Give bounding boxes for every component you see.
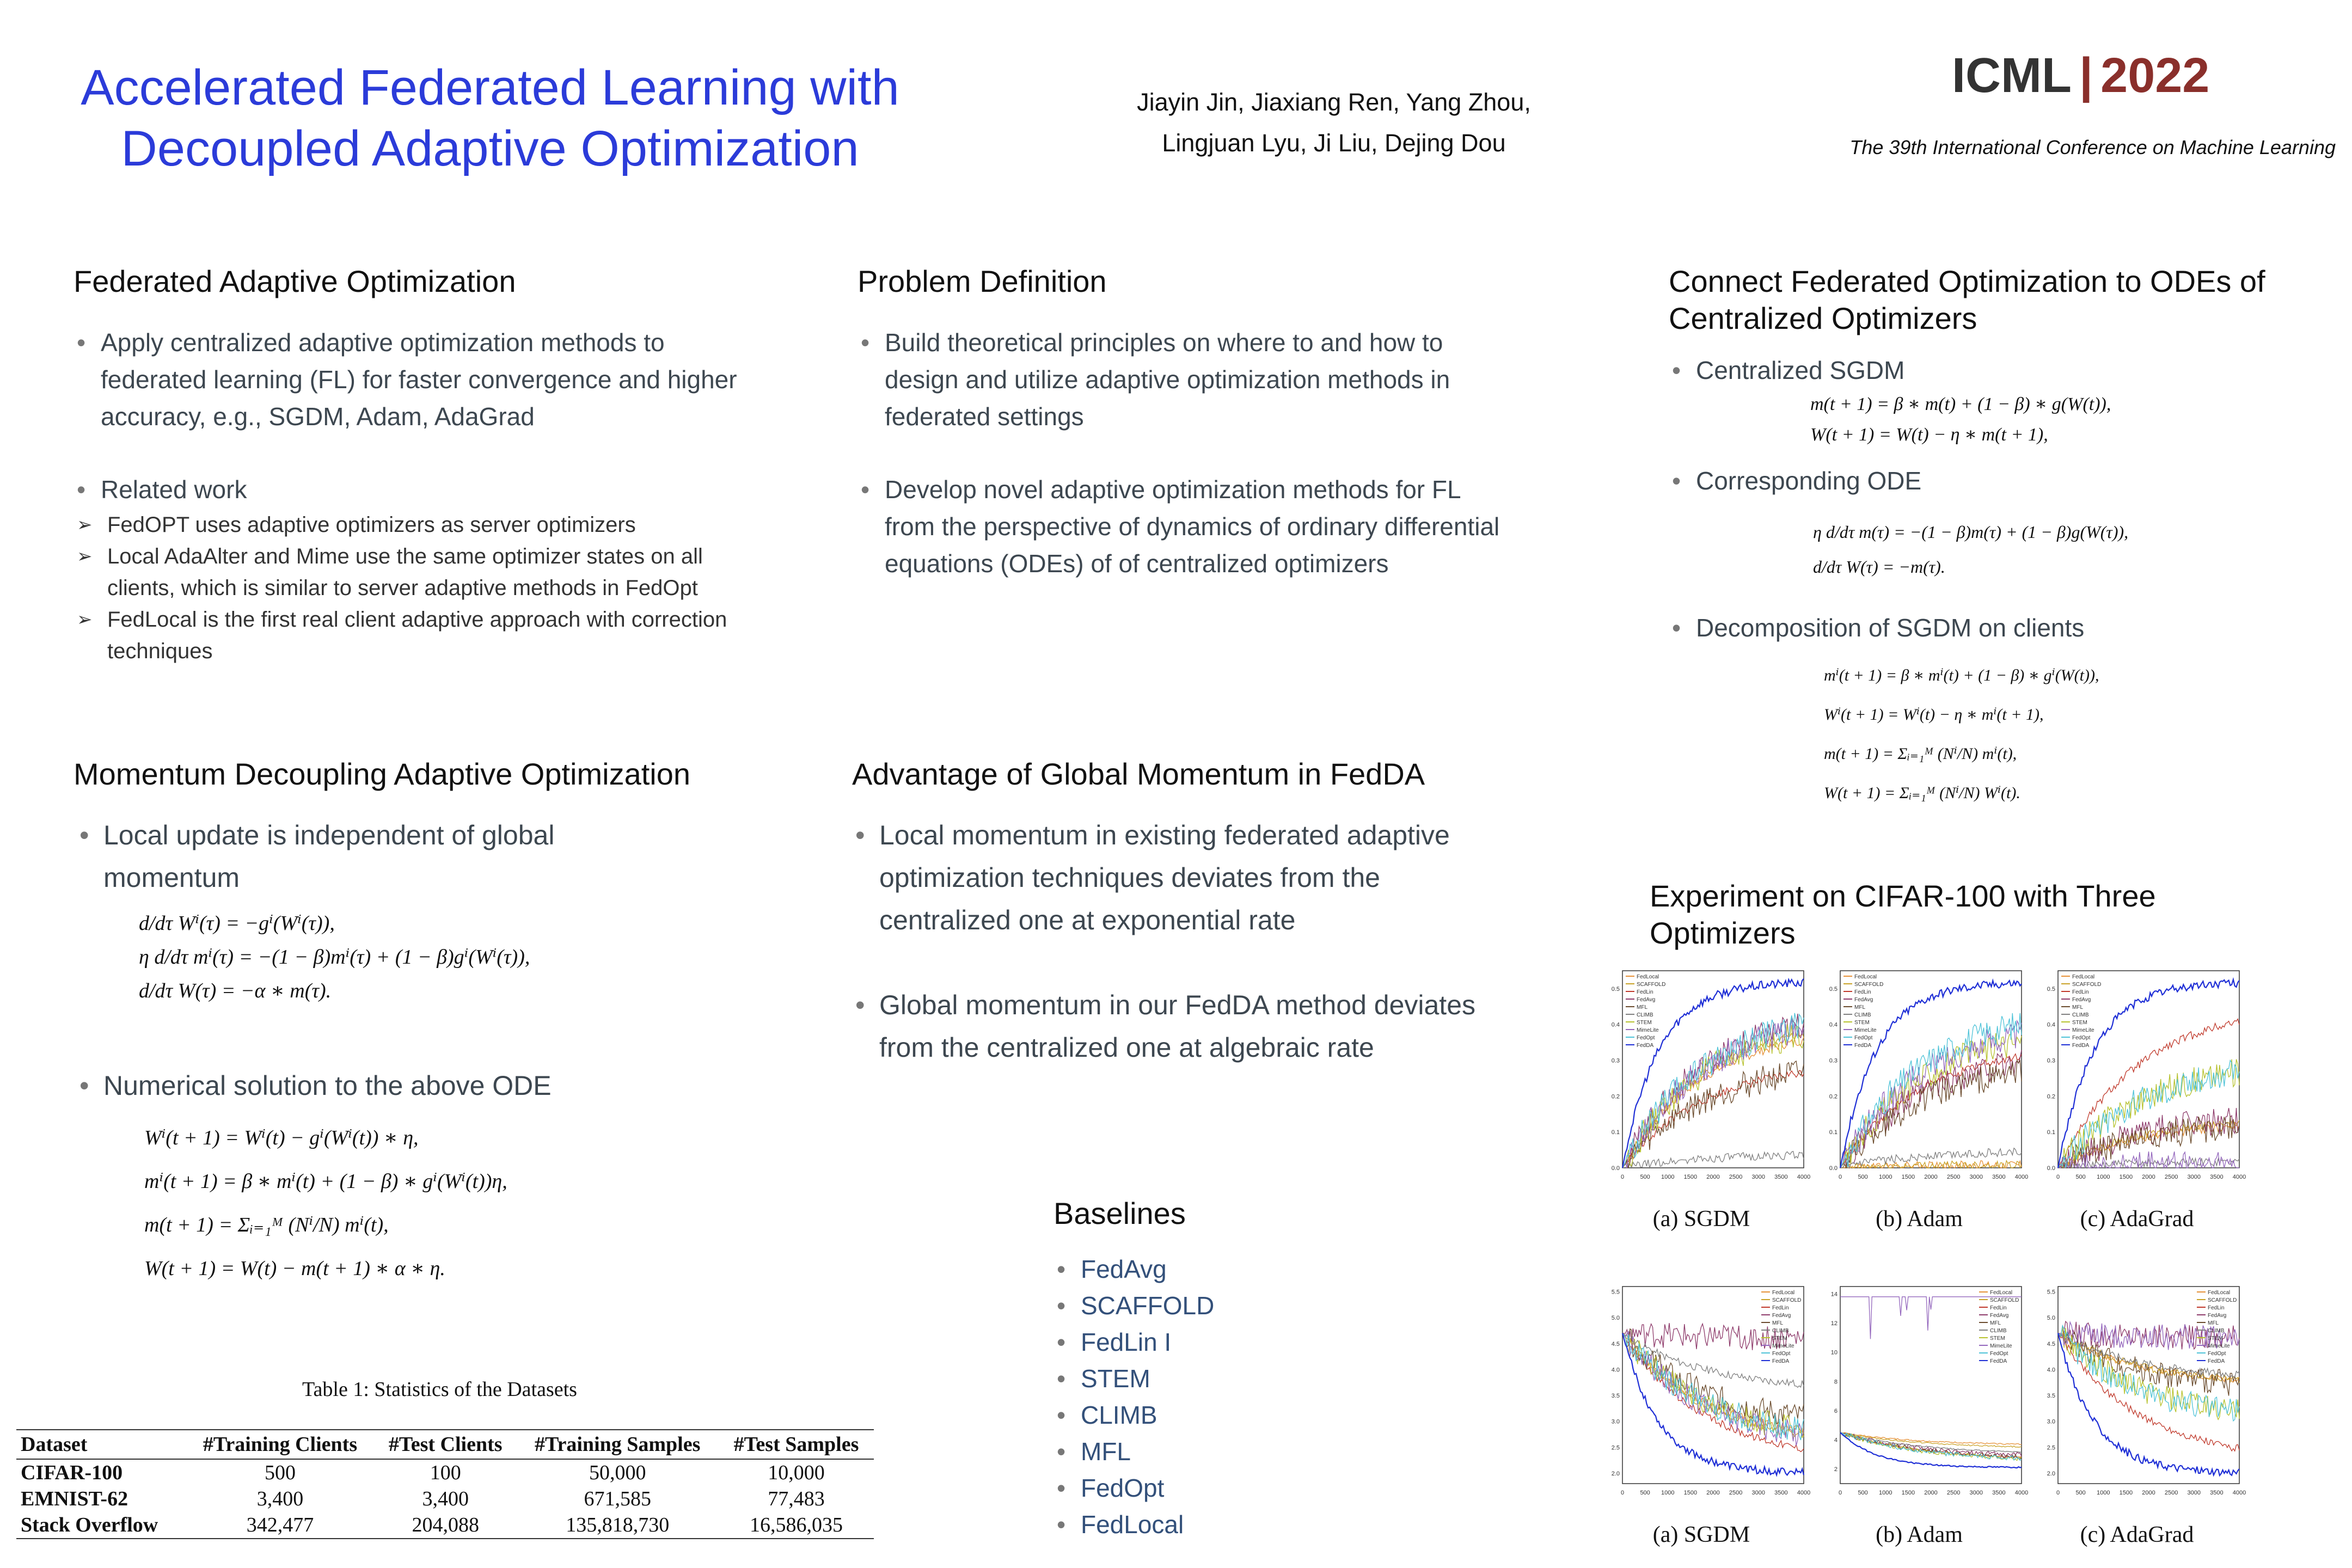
x-tick-label: 2500 xyxy=(2164,1490,2178,1496)
accuracy-chart-adam xyxy=(1816,966,2029,1181)
legend-label: CLIMB xyxy=(2208,1328,2225,1334)
x-tick-label: 500 xyxy=(1858,1174,1868,1180)
connect-bullet-3: • Decomposition of SGDM on clients xyxy=(1669,610,2268,646)
x-tick-label: 3000 xyxy=(1969,1174,1983,1180)
experiment-heading xyxy=(1650,878,2303,952)
x-tick-label: 3000 xyxy=(2187,1174,2201,1180)
connect-heading-line-2: Centralized Optimizers xyxy=(1669,301,1977,335)
experiment-heading-line-2: Optimizers xyxy=(1650,916,1796,950)
equation: mⁱ(t + 1) = β ∗ mⁱ(t) + (1 − β) ∗ gⁱ(Wⁱ(t))η, xyxy=(144,1170,507,1193)
connect-bullet-1: • Centralized SGDM xyxy=(1669,352,2268,388)
legend-label: CLIMB xyxy=(1854,1012,1871,1018)
x-tick-label: 0 xyxy=(2056,1490,2060,1496)
x-tick-label: 2000 xyxy=(2142,1174,2155,1180)
legend-label: MimeLite xyxy=(1772,1343,1794,1349)
x-tick-label: 0 xyxy=(1838,1174,1842,1180)
table-cell: 16,586,035 xyxy=(719,1512,874,1539)
problem-list xyxy=(857,324,1511,582)
equation: m(t + 1) = Σᵢ₌₁ᴹ (Nⁱ/N) mⁱ(t), xyxy=(1824,745,2017,763)
baseline-item: • FedOpt xyxy=(1054,1470,1326,1506)
x-tick-label: 2500 xyxy=(1946,1174,1961,1180)
legend-label: FedOpt xyxy=(1854,1035,1873,1041)
advantage-bullet-2: • Global momentum in our FedDA method deviates from the centralized one at algebraic rate xyxy=(852,984,1511,1069)
table-row xyxy=(16,1459,874,1486)
chart-caption: (a) SGDM xyxy=(1652,1522,1750,1547)
chart-caption: (c) AdaGrad xyxy=(2080,1522,2194,1547)
legend-label: STEM xyxy=(1854,1020,1870,1026)
legend-label: SCAFFOLD xyxy=(1854,982,1884,988)
connect-heading-line-1: Connect Federated Optimization to ODEs of xyxy=(1669,264,2265,298)
x-tick-label: 2000 xyxy=(1924,1490,1938,1496)
ode-equations xyxy=(1813,514,2128,584)
table-row xyxy=(16,1486,874,1512)
chart-svg xyxy=(2033,966,2246,1181)
x-tick-label: 3500 xyxy=(2210,1490,2224,1496)
legend-label: MFL xyxy=(1637,1004,1647,1010)
title-line-1: Accelerated Federated Learning with xyxy=(81,60,899,115)
chart-caption: (b) Adam xyxy=(1876,1522,1963,1547)
x-tick-label: 0 xyxy=(1838,1490,1842,1496)
legend-label: MimeLite xyxy=(1990,1343,2012,1349)
x-tick-label: 2000 xyxy=(2142,1490,2155,1496)
y-tick-label: 0.0 xyxy=(1829,1165,1837,1172)
connect-list-2 xyxy=(1669,463,2268,499)
table-cell: 10,000 xyxy=(768,1461,825,1484)
y-tick-label: 5.0 xyxy=(2047,1315,2055,1322)
y-tick-label: 0.2 xyxy=(2047,1093,2055,1100)
y-tick-label: 0.1 xyxy=(1611,1129,1620,1136)
legend-label: MimeLite xyxy=(2208,1343,2230,1349)
col-header: Dataset xyxy=(16,1430,186,1459)
x-tick-label: 1000 xyxy=(1661,1490,1675,1496)
legend-label: SCAFFOLD xyxy=(2072,982,2102,988)
sgdm-equations xyxy=(1810,389,2111,450)
x-tick-label: 3500 xyxy=(1774,1490,1788,1496)
legend-label: FedLin xyxy=(1772,1305,1789,1311)
y-tick-label: 12 xyxy=(1830,1320,1837,1327)
legend-label: SCAFFOLD xyxy=(1637,982,1666,988)
y-tick-label: 2.0 xyxy=(1611,1470,1620,1477)
y-tick-label: 4 xyxy=(1834,1437,1837,1444)
legend-label: MimeLite xyxy=(1854,1027,1877,1033)
loss-chart-sgdm xyxy=(1598,1282,1811,1497)
table-header-row xyxy=(16,1430,874,1459)
problem-bullet-1: • Build theoretical principles on where to and how to design and utilize adaptive optimization methods in federated settings xyxy=(857,324,1511,435)
legend-label: FedAvg xyxy=(2072,997,2091,1003)
y-tick-label: 0.4 xyxy=(1611,1021,1620,1028)
table-cell: CIFAR-100 xyxy=(21,1461,123,1484)
legend-label: FedAvg xyxy=(1990,1313,2009,1319)
table-cell: Stack Overflow xyxy=(16,1512,186,1539)
x-tick-label: 4000 xyxy=(2232,1174,2246,1180)
x-tick-label: 3500 xyxy=(1992,1490,2006,1496)
x-tick-label: 3500 xyxy=(1774,1174,1788,1180)
legend-label: FedLin xyxy=(1990,1305,2007,1311)
legend-label: FedLocal xyxy=(2208,1290,2231,1296)
table-cell: 100 xyxy=(430,1461,461,1484)
y-tick-label: 3.0 xyxy=(2047,1418,2055,1425)
legend-label: MimeLite xyxy=(1637,1027,1659,1033)
x-tick-label: 0 xyxy=(2056,1174,2060,1180)
col-header: #Test Samples xyxy=(719,1430,874,1459)
table-cell: 50,000 xyxy=(589,1461,646,1484)
legend-label: FedLocal xyxy=(1772,1290,1795,1296)
legend-label: STEM xyxy=(1990,1336,2005,1342)
y-tick-label: 3.0 xyxy=(1611,1418,1620,1425)
x-tick-label: 2500 xyxy=(2164,1174,2178,1180)
legend-label: CLIMB xyxy=(1772,1328,1789,1334)
mdao-list-1 xyxy=(76,814,675,899)
connect-list-3 xyxy=(1669,610,2268,646)
equation: d/dτ W(τ) = −m(τ). xyxy=(1813,557,1945,577)
legend-label: MFL xyxy=(2208,1320,2219,1326)
related-work-list xyxy=(74,509,749,667)
y-tick-label: 2 xyxy=(1834,1466,1837,1473)
table-cell: 3,400 xyxy=(256,1487,304,1510)
legend-label: FedDA xyxy=(2208,1358,2225,1364)
legend-label: MimeLite xyxy=(2072,1027,2094,1033)
y-tick-label: 0.4 xyxy=(1829,1021,1837,1028)
x-tick-label: 0 xyxy=(1620,1490,1625,1496)
fao-heading: Federated Adaptive Optimization xyxy=(74,264,516,298)
legend-label: FedLocal xyxy=(1990,1290,2013,1296)
accuracy-chart-adagrad xyxy=(2033,966,2246,1181)
legend-label: CLIMB xyxy=(2072,1012,2089,1018)
advantage-bullet-1: • Local momentum in existing federated adaptive optimization techniques deviates from the centralized one at exponential rate xyxy=(852,814,1511,941)
table-caption: Table 1: Statistics of the Datasets xyxy=(302,1378,577,1401)
y-tick-label: 0.5 xyxy=(1611,985,1620,993)
x-tick-label: 1000 xyxy=(2097,1490,2110,1496)
x-tick-label: 1500 xyxy=(1901,1174,1915,1180)
title-line-2: Decoupled Adaptive Optimization xyxy=(121,121,859,176)
col-header: #Test Clients xyxy=(375,1430,516,1459)
equation: Wⁱ(t + 1) = Wⁱ(t) − η ∗ mⁱ(t + 1), xyxy=(1824,706,2044,724)
baselines-heading: Baselines xyxy=(1054,1196,1186,1230)
legend-label: FedOpt xyxy=(1637,1035,1655,1041)
x-tick-label: 3500 xyxy=(1992,1174,2006,1180)
y-tick-label: 4.0 xyxy=(1611,1367,1620,1374)
equation: mⁱ(t + 1) = β ∗ mⁱ(t) + (1 − β) ∗ gⁱ(W(t)), xyxy=(1824,666,2099,684)
x-tick-label: 3000 xyxy=(1969,1490,1983,1496)
legend-label: MFL xyxy=(1854,1004,1865,1010)
x-tick-label: 1500 xyxy=(2119,1174,2133,1180)
legend-label: FedLin xyxy=(2208,1305,2225,1311)
baseline-item: • FedLin I xyxy=(1054,1324,1326,1361)
table-cell: 671,585 xyxy=(584,1487,651,1510)
chart-svg xyxy=(1816,1282,2029,1497)
table-cell: 500 xyxy=(264,1461,296,1484)
legend-label: MFL xyxy=(1772,1320,1783,1326)
equation: W(t + 1) = W(t) − η ∗ m(t + 1), xyxy=(1810,425,2048,445)
x-tick-label: 2500 xyxy=(1946,1490,1961,1496)
legend-label: FedLocal xyxy=(1854,974,1877,980)
x-tick-label: 3000 xyxy=(1751,1174,1765,1180)
connect-list-1 xyxy=(1669,352,2268,388)
x-tick-label: 4000 xyxy=(1797,1490,1811,1496)
equation: W(t + 1) = W(t) − m(t + 1) ∗ α ∗ η. xyxy=(144,1257,445,1280)
y-tick-label: 0.1 xyxy=(2047,1129,2055,1136)
x-tick-label: 3000 xyxy=(1751,1490,1765,1496)
x-tick-label: 2500 xyxy=(1729,1490,1743,1496)
legend-label: MFL xyxy=(1990,1320,2001,1326)
related-work-item: ➢ FedOPT uses adaptive optimizers as server optimizers xyxy=(74,509,749,541)
y-tick-label: 2.5 xyxy=(1611,1444,1620,1451)
legend-label: STEM xyxy=(2072,1020,2087,1026)
y-tick-label: 6 xyxy=(1834,1407,1837,1414)
legend-label: FedAvg xyxy=(1637,997,1656,1003)
y-tick-label: 0.5 xyxy=(1829,985,1837,993)
legend-label: FedOpt xyxy=(1772,1351,1791,1357)
y-tick-label: 14 xyxy=(1830,1291,1837,1298)
y-tick-label: 0.0 xyxy=(1611,1165,1620,1172)
legend-label: FedOpt xyxy=(1990,1351,2008,1357)
y-tick-label: 0.2 xyxy=(1829,1093,1837,1100)
y-tick-label: 8 xyxy=(1834,1379,1837,1386)
equation: η d/dτ m(τ) = −(1 − β)m(τ) + (1 − β)g(W(τ)), xyxy=(1813,522,2129,542)
icml-logo xyxy=(1952,48,2209,104)
accuracy-chart-sgdm xyxy=(1598,966,1811,1181)
related-work-item: ➢ Local AdaAlter and Mime use the same optimizer states on all clients, which is similar to server adaptive methods in FedOpt xyxy=(74,541,749,604)
baseline-item: • SCAFFOLD xyxy=(1054,1288,1326,1324)
conference-name: The 39th International Conference on Machine Learning xyxy=(1849,136,2336,158)
legend-label: CLIMB xyxy=(1637,1012,1653,1018)
legend-label: SCAFFOLD xyxy=(2208,1297,2237,1303)
equation: d/dτ W(τ) = −α ∗ m(τ). xyxy=(139,979,332,1002)
x-tick-label: 2500 xyxy=(1729,1174,1743,1180)
legend-label: FedOpt xyxy=(2072,1035,2091,1041)
author-list xyxy=(1089,82,1579,163)
x-tick-label: 1500 xyxy=(2119,1490,2133,1496)
legend-label: FedDA xyxy=(1772,1358,1790,1364)
chart-caption: (c) AdaGrad xyxy=(2080,1206,2194,1232)
y-tick-label: 10 xyxy=(1830,1349,1837,1356)
x-tick-label: 1000 xyxy=(1879,1490,1892,1496)
advantage-heading: Advantage of Global Momentum in FedDA xyxy=(852,757,1425,791)
authors-line-2: Lingjuan Lyu, Ji Liu, Dejing Dou xyxy=(1162,129,1506,157)
baseline-item: • CLIMB xyxy=(1054,1397,1326,1434)
chart-svg xyxy=(2033,1282,2246,1497)
table-cell: 77,483 xyxy=(768,1487,825,1510)
table-row xyxy=(16,1512,874,1539)
baseline-item: • FedLocal xyxy=(1054,1506,1326,1543)
equation: m(t + 1) = Σᵢ₌₁ᴹ (Nⁱ/N) mⁱ(t), xyxy=(144,1214,389,1236)
x-tick-label: 500 xyxy=(1640,1174,1650,1180)
y-tick-label: 4.0 xyxy=(2047,1367,2055,1374)
mdao-solution-equations xyxy=(144,1116,507,1290)
y-tick-label: 0.3 xyxy=(1829,1057,1837,1064)
legend-label: FedOpt xyxy=(2208,1351,2226,1357)
x-tick-label: 2000 xyxy=(1706,1490,1720,1496)
fao-bullet-1: • Apply centralized adaptive optimization methods to federated learning (FL) for faster convergence and higher accuracy, e.g., SGDM, Adam, AdaGrad xyxy=(74,324,743,435)
table-cell: 204,088 xyxy=(375,1512,516,1539)
chart-svg xyxy=(1598,1282,1811,1497)
x-tick-label: 500 xyxy=(2075,1174,2086,1180)
x-tick-label: 500 xyxy=(1858,1490,1868,1496)
equation: η d/dτ mⁱ(τ) = −(1 − β)mⁱ(τ) + (1 − β)gⁱ(Wⁱ(τ)), xyxy=(139,946,530,969)
mdao-heading: Momentum Decoupling Adaptive Optimization xyxy=(74,757,691,791)
baseline-item: • FedAvg xyxy=(1054,1251,1326,1288)
x-tick-label: 4000 xyxy=(1797,1174,1811,1180)
chart-svg xyxy=(1816,966,2029,1181)
y-tick-label: 0.0 xyxy=(2047,1165,2055,1172)
legend-label: STEM xyxy=(1772,1336,1787,1342)
y-tick-label: 0.3 xyxy=(2047,1057,2055,1064)
legend-label: FedAvg xyxy=(2208,1313,2227,1319)
x-tick-label: 0 xyxy=(1620,1174,1625,1180)
mdao-list-2 xyxy=(76,1064,730,1107)
mdao-bullet-1: • Local update is independent of global momentum xyxy=(76,814,675,899)
legend-label: FedAvg xyxy=(1854,997,1873,1003)
legend-label: FedDA xyxy=(1637,1043,1654,1049)
problem-heading: Problem Definition xyxy=(857,264,1107,298)
decomposition-equations xyxy=(1824,656,2099,813)
y-tick-label: 0.1 xyxy=(1829,1129,1837,1136)
legend-label: FedLocal xyxy=(2072,974,2095,980)
y-tick-label: 3.5 xyxy=(1611,1393,1620,1400)
table-cell: EMNIST-62 xyxy=(21,1487,128,1510)
x-tick-label: 4000 xyxy=(2232,1490,2246,1496)
y-tick-label: 5.5 xyxy=(1611,1289,1620,1296)
x-tick-label: 1000 xyxy=(1661,1174,1675,1180)
connect-heading xyxy=(1669,263,2322,337)
dataset-stats-table xyxy=(16,1429,874,1539)
chart-caption: (a) SGDM xyxy=(1652,1206,1750,1232)
chart-caption: (b) Adam xyxy=(1876,1206,1963,1232)
y-tick-label: 4.5 xyxy=(1611,1340,1620,1347)
x-tick-label: 500 xyxy=(1640,1490,1650,1496)
y-tick-label: 2.5 xyxy=(2047,1444,2055,1451)
y-tick-label: 0.4 xyxy=(2047,1021,2055,1028)
y-tick-label: 2.0 xyxy=(2047,1470,2055,1477)
experiment-heading-line-1: Experiment on CIFAR-100 with Three xyxy=(1650,879,2156,913)
loss-chart-adam xyxy=(1816,1282,2029,1497)
poster-title xyxy=(33,57,947,179)
x-tick-label: 3500 xyxy=(2210,1174,2224,1180)
authors-line-1: Jiayin Jin, Jiaxiang Ren, Yang Zhou, xyxy=(1137,88,1531,116)
legend-label: FedLin xyxy=(2072,989,2089,995)
legend-label: SCAFFOLD xyxy=(1990,1297,2019,1303)
legend-label: FedLin xyxy=(1637,989,1653,995)
table-cell: 135,818,730 xyxy=(516,1512,719,1539)
table-cell: 3,400 xyxy=(422,1487,469,1510)
legend-label: STEM xyxy=(1637,1020,1652,1026)
chart-svg xyxy=(1598,966,1811,1181)
y-tick-label: 0.2 xyxy=(1611,1093,1620,1100)
legend-label: FedDA xyxy=(2072,1043,2090,1049)
x-tick-label: 4000 xyxy=(2014,1490,2029,1496)
loss-chart-adagrad xyxy=(2033,1282,2246,1497)
x-tick-label: 4000 xyxy=(2014,1174,2029,1180)
icml-text: ICML xyxy=(1952,48,2072,103)
legend-label: FedAvg xyxy=(1772,1313,1791,1319)
legend-label: STEM xyxy=(2208,1336,2223,1342)
equation: Wⁱ(t + 1) = Wⁱ(t) − gⁱ(Wⁱ(t)) ∗ η, xyxy=(144,1126,419,1149)
y-tick-label: 3.5 xyxy=(2047,1393,2055,1400)
table-cell: 342,477 xyxy=(186,1512,375,1539)
x-tick-label: 1500 xyxy=(1683,1490,1698,1496)
y-tick-label: 4.5 xyxy=(2047,1340,2055,1347)
mdao-ode-equations xyxy=(139,906,530,1008)
legend-label: FedDA xyxy=(1854,1043,1872,1049)
equation: W(t + 1) = Σᵢ₌₁ᴹ (Nⁱ/N) Wⁱ(t). xyxy=(1824,784,2020,802)
advantage-list xyxy=(852,814,1511,1069)
x-tick-label: 500 xyxy=(2075,1490,2086,1496)
y-tick-label: 5.5 xyxy=(2047,1289,2055,1296)
baseline-item: • STEM xyxy=(1054,1361,1326,1397)
x-tick-label: 3000 xyxy=(2187,1490,2201,1496)
legend-label: FedLin xyxy=(1854,989,1871,995)
y-tick-label: 5.0 xyxy=(1611,1315,1620,1322)
col-header: #Training Samples xyxy=(516,1430,719,1459)
legend-label: FedLocal xyxy=(1637,974,1659,980)
problem-bullet-2: • Develop novel adaptive optimization methods for FL from the perspective of dynamics of ordinary differential equations (ODEs) of of centralized optimizers xyxy=(857,471,1511,582)
baseline-item: • MFL xyxy=(1054,1434,1326,1470)
equation: d/dτ Wⁱ(τ) = −gⁱ(Wⁱ(τ)), xyxy=(139,912,335,935)
related-work-item: ➢ FedLocal is the first real client adaptive approach with correction techniques xyxy=(74,604,749,667)
baselines-list xyxy=(1054,1251,1326,1543)
x-tick-label: 2000 xyxy=(1706,1174,1720,1180)
fao-bullet-2: • Related work xyxy=(74,471,743,508)
legend-label: SCAFFOLD xyxy=(1772,1297,1802,1303)
x-tick-label: 1500 xyxy=(1683,1174,1698,1180)
y-tick-label: 0.5 xyxy=(2047,985,2055,993)
equation: m(t + 1) = β ∗ m(t) + (1 − β) ∗ g(W(t)), xyxy=(1810,394,2111,414)
logo-divider: | xyxy=(2079,48,2093,103)
icml-year: 2022 xyxy=(2100,48,2210,103)
y-tick-label: 0.3 xyxy=(1611,1057,1620,1064)
x-tick-label: 1500 xyxy=(1901,1490,1915,1496)
legend-label: FedDA xyxy=(1990,1358,2007,1364)
fao-list xyxy=(74,324,743,508)
connect-bullet-2: • Corresponding ODE xyxy=(1669,463,2268,499)
x-tick-label: 1000 xyxy=(1879,1174,1892,1180)
x-tick-label: 1000 xyxy=(2097,1174,2110,1180)
col-header: #Training Clients xyxy=(186,1430,375,1459)
mdao-bullet-2: • Numerical solution to the above ODE xyxy=(76,1064,730,1107)
legend-label: CLIMB xyxy=(1990,1328,2007,1334)
x-tick-label: 2000 xyxy=(1924,1174,1938,1180)
legend-label: MFL xyxy=(2072,1004,2083,1010)
